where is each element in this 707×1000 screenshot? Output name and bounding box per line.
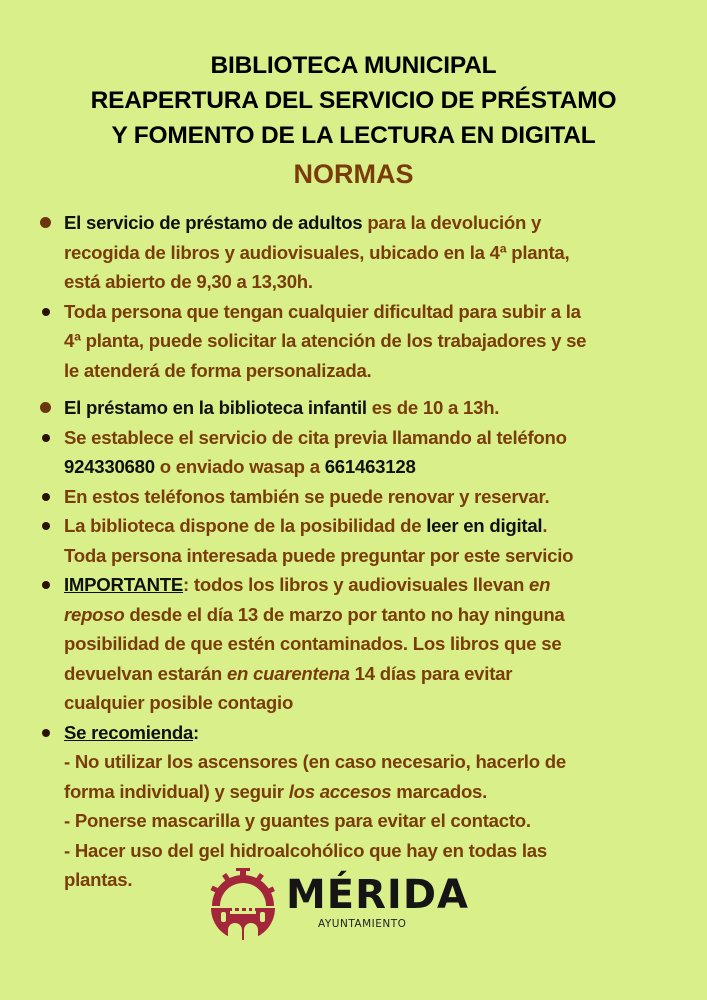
header-title-line-3: Y FOMENTO DE LA LECTURA EN DIGITAL (111, 122, 596, 149)
bullet-icon (40, 217, 51, 228)
recommendation-text: - No utilizar los ascensores (en caso necesario, hacerlo de (64, 751, 566, 772)
rule-item-children-library (40, 393, 680, 423)
whatsapp-number: 661463128 (324, 456, 416, 477)
bullet-icon (42, 522, 50, 530)
label-colon: : (193, 721, 199, 743)
document-header (0, 48, 707, 195)
rule-item-accessibility (40, 297, 680, 386)
recommendation-text: - Ponerse mascarilla y guantes para evitar el contacto. (64, 810, 531, 831)
rule-text: Toda persona interesada puede preguntar por este servicio (64, 544, 574, 566)
recommendation-text: - Hacer uso del gel hidroalcohólico que hay en todas las (64, 839, 547, 861)
recommendation-text: forma individual) y seguir (64, 780, 289, 802)
city-emblem-icon (208, 868, 278, 940)
rule-text: cualquier posible contagio (64, 692, 294, 713)
rules-list (40, 208, 680, 895)
logo-title: MÉRIDA (286, 872, 469, 918)
recommendations-label: Se recomienda (64, 721, 194, 743)
bullet-icon (40, 402, 51, 413)
rule-text-italic: reposo (64, 603, 125, 625)
header-subtitle-normas: NORMAS (293, 159, 414, 189)
rule-text: o enviado wasap a (154, 456, 325, 477)
rule-text: 14 días para evitar (349, 662, 513, 684)
rule-lead: El préstamo en la biblioteca infantil (64, 397, 367, 418)
phone-number: 924330680 (64, 456, 155, 477)
header-title-line-2: REAPERTURA DEL SERVICIO DE PRÉSTAMO (90, 87, 617, 114)
rule-text: La biblioteca dispone de la posibilidad de (64, 515, 427, 536)
rule-text: está abierto de 9,30 a 13,30h. (64, 271, 313, 292)
digital-reading-highlight: leer en digital (426, 515, 543, 536)
rule-text: desde el día 13 de marzo por tanto no hay ninguna (124, 603, 565, 625)
rule-text: recogida de libros y audiovisuales, ubicado en la 4ª planta, (64, 241, 570, 263)
rule-item-adult-loans (40, 208, 680, 297)
rule-text: devuelvan estarán (64, 662, 227, 684)
bullet-icon (42, 308, 50, 316)
bullet-icon (42, 434, 50, 442)
rule-text: le atenderá de forma personalizada. (64, 359, 372, 381)
merida-logo (208, 868, 469, 940)
rule-lead: El servicio de préstamo de adultos (64, 212, 363, 233)
logo-subtitle: AYUNTAMIENTO (318, 918, 407, 930)
rule-item-important (40, 570, 680, 718)
rule-text: es de 10 a 13h. (366, 397, 500, 418)
rule-text: En estos teléfonos también se puede renovar y reservar. (64, 485, 550, 507)
important-label: IMPORTANTE (64, 574, 184, 595)
bullet-icon (42, 729, 50, 737)
recommendation-text: marcados. (391, 780, 488, 802)
rule-text-italic: en (529, 574, 551, 595)
rule-text: : todos los libros y audiovisuales llevan (183, 574, 530, 595)
rule-text: posibilidad de que estén contaminados. Los libros que se (64, 633, 562, 654)
rule-text: . (542, 515, 548, 536)
rule-text: para la devolución y (362, 212, 542, 233)
rule-item-appointment (40, 423, 680, 482)
rule-item-digital-reading (40, 511, 680, 570)
rule-text: 4ª planta, puede solicitar la atención de los trabajadores y se (64, 330, 587, 351)
header-title-line-1: BIBLIOTECA MUNICIPAL (210, 52, 497, 79)
rule-text-italic: en cuarentena (226, 662, 350, 684)
recommendation-text: plantas. (64, 869, 133, 890)
recommendation-text-italic: los accesos (288, 780, 392, 802)
rule-item-renewal (40, 482, 680, 512)
bullet-icon (42, 581, 50, 589)
rule-text: Toda persona que tengan cualquier dificultad para subir a la (64, 300, 581, 322)
rule-text: Se establece el servicio de cita previa llamando al teléfono (64, 426, 567, 448)
bullet-icon (42, 493, 50, 501)
